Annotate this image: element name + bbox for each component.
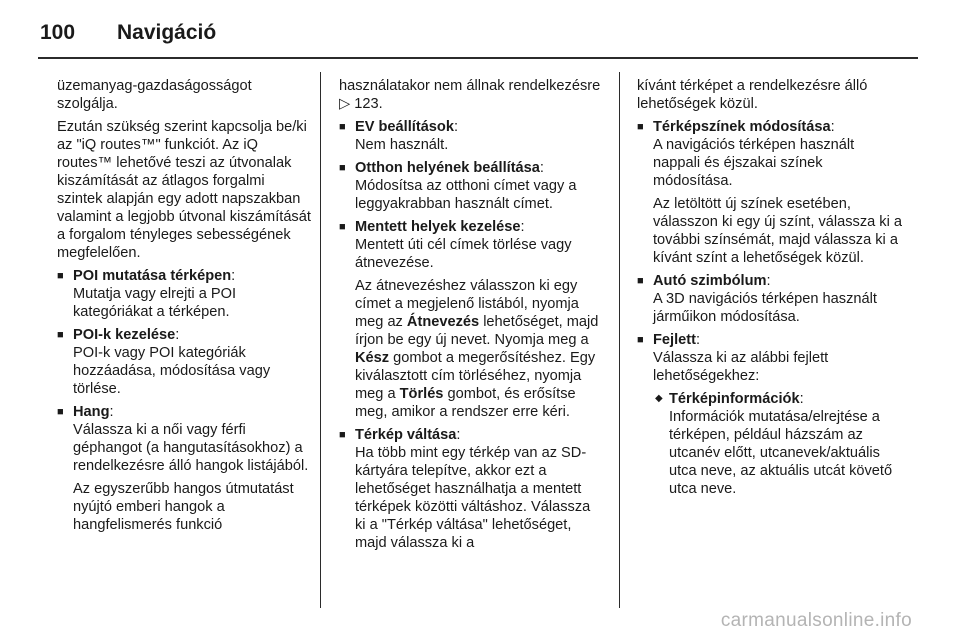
item-desc: Mentett úti cél címek törlése vagy átnevezése.: [355, 237, 572, 271]
square-bullet-icon: ■: [57, 270, 64, 282]
square-bullet-icon: ■: [339, 429, 346, 441]
list-item: ■ Térképszínek módosítása: A navigációs térképen használt nappali és éjszakai színek módosítása. Az letöltött új színek esetében, válasszon ki egy új színt, válassza ki a további színsémát, majd válassza ki a kívánt színt a lehetőségek közül.: [637, 118, 905, 267]
square-bullet-icon: ■: [339, 221, 346, 233]
item-term: Mentett helyek kezelése: [355, 219, 521, 235]
list-item: ■ Mentett helyek kezelése: Mentett úti cél címek törlése vagy átnevezése. Az átnevezéshez válasszon ki egy címet a megjelenő listából, nyomja meg az Átnevezés lehetőséget, majd írjon be egy új nevet. Nyomja meg a Kész gombot a megerősítéshez. Egy kiválasztott cím törléséhez, nyomja meg a Törlés gombot, és erősítse meg, amikor a rendszer erre kéri.: [339, 218, 604, 421]
watermark: carmanualsonline.info: [720, 610, 912, 631]
item-desc: Módosítsa az otthoni címet vagy a leggyakrabban használt címet.: [355, 178, 577, 212]
paragraph: kívánt térképet a rendelkezésre álló lehetőségek közül.: [637, 78, 868, 112]
arrow-ref-icon: ▷: [339, 96, 351, 112]
list-item: ■ EV beállítások: Nem használt.: [339, 118, 604, 154]
page-ref: 123.: [354, 96, 383, 112]
item-term: POI-k kezelése: [73, 327, 176, 343]
square-bullet-icon: ■: [57, 406, 64, 418]
list-item: ■ Térkép váltása: Ha több mint egy térkép van az SD-kártyára telepítve, akkor ezt a lehetőséget használhatja a mentett térképek közötti váltáshoz. Válassza ki a "Térkép váltása" lehetőséget, majd válassza ki a: [339, 426, 604, 552]
list-item: ■ POI-k kezelése: POI-k vagy POI kategóriák hozzáadása, módosítása vagy törlése.: [57, 326, 312, 398]
item-extra: Az letöltött új színek esetében, válasszon ki egy új színt, válassza ki a további színsémát, majd válassza ki a kívánt színt a lehetőségek közül.: [653, 196, 903, 266]
item-term: Térkép váltása: [355, 427, 457, 443]
sub-list-item: ◆ Térképinformációk: Információk mutatása/elrejtése a térképen, például házszám az utcanév előtt, utcanevek/aktuális utca neve, az aktuális utcát követő utca neve.: [653, 390, 905, 498]
page-title: Navigáció: [117, 21, 217, 44]
list-item: ■ POI mutatása térképen: Mutatja vagy elrejti a POI kategóriákat a térképen.: [57, 267, 312, 321]
paragraph: üzemanyag-gazdaságosságot szolgálja.: [57, 78, 252, 112]
item-desc: Nem használt.: [355, 137, 449, 153]
list-item: ■ Otthon helyének beállítása: Módosítsa az otthoni címet vagy a leggyakrabban használt címet.: [339, 159, 604, 213]
item-term: POI mutatása térképen: [73, 268, 232, 284]
item-term: Térképszínek módosítása: [653, 119, 831, 135]
list-item: ■ Hang: Válassza ki a női vagy férfi géphangot (a hangutasításokhoz) a rendelkezésre álló hangok listájából. Az egyszerűbb hangos útmutatást nyújtó emberi hangok a hangfelismerés funkció: [57, 403, 312, 534]
column-3: [637, 77, 905, 503]
column-2: [339, 77, 604, 557]
column-divider: [320, 72, 321, 608]
item-desc: Információk mutatása/elrejtése a térképen, például házszám az utcanév előtt, utcanevek/aktuális utca neve, az aktuális utcát követő utca neve.: [669, 409, 893, 497]
item-term: Autó szimbólum: [653, 273, 767, 289]
item-desc: Ha több mint egy térkép van az SD-kártyára telepítve, akkor ezt a lehetőséget használhatja a mentett térképek közötti váltáshoz. Válassza ki a "Térkép váltása" lehetőséget, majd válassza ki a: [355, 445, 591, 551]
header-rule: [38, 57, 918, 59]
item-term: Otthon helyének beállítása: [355, 160, 540, 176]
paragraph: használatakor nem állnak rendelkezésre ▷ 123.: [339, 78, 601, 112]
item-desc: Mutatja vagy elrejti a POI kategóriákat a térképen.: [73, 286, 237, 320]
item-term: Térképinformációk: [669, 391, 800, 407]
square-bullet-icon: ■: [57, 329, 64, 341]
item-term: Fejlett: [653, 332, 696, 348]
square-bullet-icon: ■: [637, 275, 644, 287]
square-bullet-icon: ■: [339, 121, 346, 133]
list-item: ■ Fejlett: Válassza ki az alábbi fejlett lehetőségekhez: ◆ Térképinformációk: Információk mutatása/elrejtése a térképen, például házszám az utcanév előtt, utcanevek/aktuális utca neve, az aktuális utcát követő utca neve.: [637, 331, 905, 498]
item-desc: Válassza ki a női vagy férfi géphangot (a hangutasításokhoz) a rendelkezésre álló hangok listájából.: [73, 422, 309, 474]
item-extra: Az átnevezéshez válasszon ki egy címet a megjelenő listából, nyomja meg az Átnevezés lehetőséget, majd írjon be egy új nevet. Nyomja meg a Kész gombot a megerősítéshez. Egy kiválasztott cím törléséhez, nyomja meg a Törlés gombot, és erősítse meg, amikor a rendszer erre kéri.: [355, 278, 599, 420]
square-bullet-icon: ■: [637, 334, 644, 346]
column-1: [57, 77, 312, 539]
square-bullet-icon: ■: [637, 121, 644, 133]
item-extra: Az egyszerűbb hangos útmutatást nyújtó emberi hangok a hangfelismerés funkció: [73, 481, 294, 533]
paragraph: Ezután szükség szerint kapcsolja be/ki az "iQ routes™" funkciót. Az iQ routes™ lehetővé teszi az útvonalak kiszámítását az átlagos forgalmi szintek alapján egy adott napszakban valamint a legjobb útvonal kiszámítását a forgalom tényleges sebességének megfelelően.: [57, 119, 311, 261]
diamond-bullet-icon: ◆: [655, 393, 663, 404]
item-desc: Válassza ki az alábbi fejlett lehetőségekhez:: [653, 350, 829, 384]
item-desc: POI-k vagy POI kategóriák hozzáadása, módosítása vagy törlése.: [73, 345, 271, 397]
column-divider: [619, 72, 620, 608]
page-number: 100: [40, 21, 76, 44]
item-term: EV beállítások: [355, 119, 454, 135]
item-desc: A navigációs térképen használt nappali és éjszakai színek módosítása.: [653, 137, 855, 189]
item-term: Hang: [73, 404, 110, 420]
square-bullet-icon: ■: [339, 162, 346, 174]
item-desc: A 3D navigációs térképen használt járműikon módosítása.: [653, 291, 877, 325]
list-item: ■ Autó szimbólum: A 3D navigációs térképen használt járműikon módosítása.: [637, 272, 905, 326]
